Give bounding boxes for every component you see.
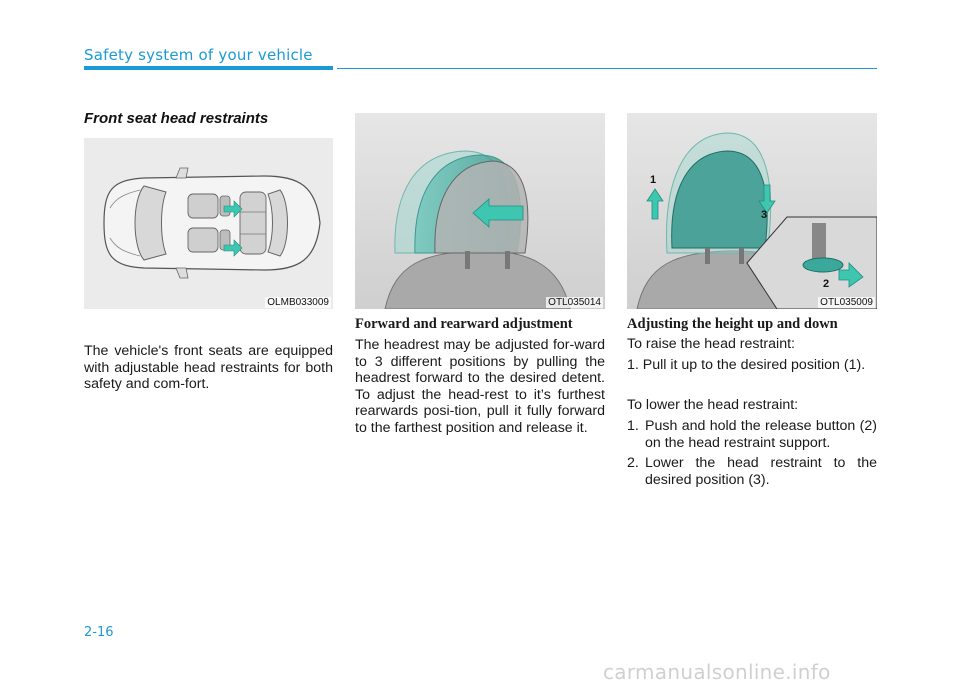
car-top-view-figure [84, 138, 333, 309]
label-3: 3 [761, 209, 768, 221]
list-item-number: 1. [627, 418, 639, 434]
figure-code: OLMB033009 [267, 297, 329, 308]
watermark: carmanualsonline.info [603, 660, 831, 684]
forward-rearward-paragraph: The headrest may be adjusted for-ward to 3 different positions by pulling the headrest forward to the desired detent. To adjust the head-rest to it’s furthest rearwards posi-tion, pull it fully forward to the farthest position and release it. [355, 337, 605, 436]
page-number: 2-16 [84, 625, 114, 640]
list-item-text: Push and hold the release button (2) on the head restraint support. [645, 418, 877, 451]
forward-adjustment-figure [355, 113, 605, 309]
car-top-view-illustration [84, 138, 333, 309]
height-adjustment-figure [627, 113, 877, 309]
list-item-text: Lower the head restraint to the desired position (3). [645, 455, 877, 488]
raise-intro: To raise the head restraint: [627, 336, 795, 352]
headrest-height-illustration [627, 113, 877, 309]
intro-paragraph: The vehicle's front seats are equipped with adjustable head restraints for both safety and com-fort. [84, 343, 333, 392]
lower-intro: To lower the head restraint: [627, 397, 799, 413]
list-item-number: 2. [627, 455, 639, 471]
section-header: Safety system of your vehicle [84, 46, 313, 64]
headrest-forward-illustration [355, 113, 605, 309]
lower-steps-list [627, 418, 877, 488]
list-item [627, 418, 877, 451]
label-1: 1 [650, 174, 657, 186]
section-title: Front seat head restraints [84, 110, 269, 127]
figure-code: OTL035014 [548, 297, 601, 308]
header-divider-thick [84, 66, 333, 70]
height-adjust-heading: Adjusting the height up and down [627, 316, 838, 332]
header-divider-thin [337, 68, 877, 69]
raise-step: 1. Pull it up to the desired position (1). [627, 357, 866, 373]
forward-rearward-heading: Forward and rearward adjustment [355, 316, 573, 332]
figure-code: OTL035009 [820, 297, 873, 308]
label-2: 2 [823, 278, 830, 290]
list-item [627, 455, 877, 488]
